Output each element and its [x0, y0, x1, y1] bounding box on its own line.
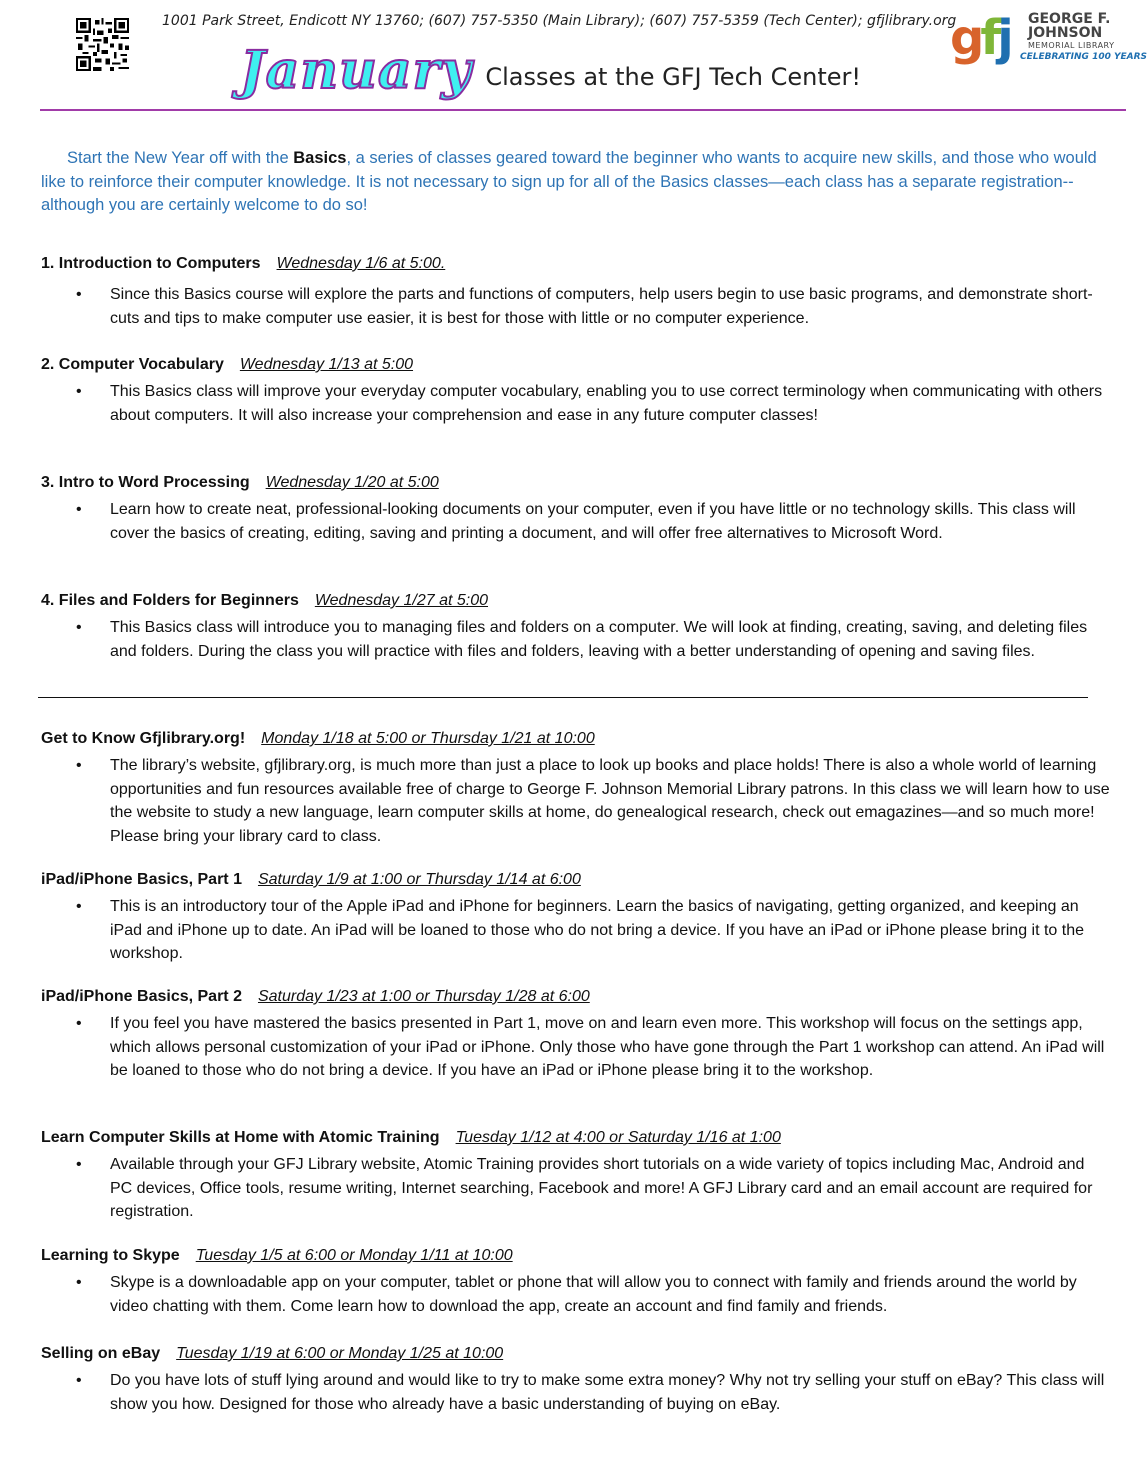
- basics-course: [41, 253, 1111, 330]
- qr-code-icon: [76, 18, 129, 71]
- class-entry: [41, 1127, 1111, 1224]
- month-heading: January: [240, 40, 473, 101]
- course-schedule: Wednesday 1/13 at 5:00: [239, 356, 414, 373]
- header-divider: [40, 109, 1126, 111]
- library-logo: [950, 8, 1147, 74]
- logo-anniversary: CELEBRATING 100 YEARS: [1020, 52, 1147, 62]
- course-description: • Since this Basics course will explore the parts and functions of computers, help users begin to use basic programs, and demonstrate short-cuts and tips to make computer use easier, it is best for those with little or no computer experience.: [41, 283, 1111, 330]
- basics-course: [41, 354, 1111, 427]
- library-address: 1001 Park Street, Endicott NY 13760; (607) 757-5350 (Main Library); (607) 757-5359 (Tech Center); gfjlibrary.org: [162, 13, 957, 29]
- class-description: • Skype is a downloadable app on your computer, tablet or phone that will allow you to connect with family and friends around the world by video chatting with them. Come learn how to download the app, create an account and find family and friends.: [41, 1271, 1111, 1318]
- basics-highlight: Basics: [293, 149, 347, 167]
- page-subtitle: Classes at the GFJ Tech Center!: [485, 62, 862, 91]
- course-schedule: Wednesday 1/6 at 5:00.: [276, 255, 446, 272]
- course-description: • This Basics class will improve your everyday computer vocabulary, enabling you to use correct terminology when communicating with others about computers. It will also increase your comprehension and ease in any future computer classes!: [41, 380, 1111, 427]
- logo-name-line1: GEORGE F.: [1028, 11, 1111, 27]
- logo-name-line3: MEMORIAL LIBRARY: [1028, 41, 1115, 50]
- course-schedule: Wednesday 1/20 at 5:00: [265, 474, 439, 491]
- class-description: • This is an introductory tour of the Apple iPad and iPhone for beginners. Learn the basics of navigating, getting organized, and keeping an iPad and iPhone up to date. An iPad will be loaned to those who do not bring a device. If you have an iPad or iPhone please bring it to the workshop.: [41, 895, 1111, 966]
- course-schedule: Wednesday 1/27 at 5:00: [314, 592, 489, 609]
- course-title: 1. Introduction to Computers: [41, 255, 261, 272]
- course-description: • Learn how to create neat, professional-looking documents on your computer, even if you have little or no technology skills. This class will cover the basics of creating, editing, saving and printing a document, and will offer free alternatives to Microsoft Word.: [41, 498, 1111, 545]
- class-description: • The library’s website, gfjlibrary.org, is much more than just a place to look up books and place holds! There is also a whole world of learning opportunities and fun resources available free of charge to George F. Johnson Memorial Library patrons. In this class we will learn how to use the website to study a new language, learn computer skills at home, do genealogical research, check out emagazines—and so much more! Please bring your library card to class.: [41, 754, 1111, 848]
- class-description: • If you feel you have mastered the basics presented in Part 1, move on and learn even more. This workshop will focus on the settings app, which allows personal customization of your iPad or iPhone. Only those who have gone through the Part 1 workshop can attend. An iPad will be loaned to those who do not bring a device. If you have an iPad or iPhone please bring it to the workshop.: [41, 1012, 1111, 1083]
- class-entry: [41, 1245, 1111, 1318]
- class-entry: [41, 1343, 1111, 1416]
- course-description: • This Basics class will introduce you to managing files and folders on a computer. We will look at finding, creating, saving, and deleting files and folders. During the class you will practice with files and folders, leaving with a better understanding of opening and saving files.: [41, 616, 1111, 663]
- basics-course: [41, 472, 1111, 545]
- class-description: • Do you have lots of stuff lying around and would like to try to make some extra money? Why not try selling your stuff on eBay? This class will show you how. Designed for those who already have a basic understanding of buying on eBay.: [41, 1369, 1111, 1416]
- class-title: Get to Know Gfjlibrary.org!: [41, 730, 246, 747]
- class-schedule: Tuesday 1/19 at 6:00 or Monday 1/25 at 10:00: [176, 1345, 504, 1362]
- page-title: [240, 40, 861, 104]
- course-title: 3. Intro to Word Processing: [41, 474, 250, 491]
- logo-monogram: gfj: [950, 10, 1010, 66]
- class-schedule: Tuesday 1/12 at 4:00 or Saturday 1/16 at 1:00: [455, 1129, 781, 1146]
- class-title: Learn Computer Skills at Home with Atomic Training: [41, 1129, 440, 1146]
- course-title: 4. Files and Folders for Beginners: [41, 592, 299, 609]
- class-title: Learning to Skype: [41, 1247, 180, 1264]
- logo-name-line2: JOHNSON: [1028, 25, 1103, 41]
- class-schedule: Monday 1/18 at 5:00 or Thursday 1/21 at 10:00: [261, 730, 595, 747]
- class-schedule: Tuesday 1/5 at 6:00 or Monday 1/11 at 10:00: [195, 1247, 513, 1264]
- class-title: iPad/iPhone Basics, Part 2: [41, 988, 242, 1005]
- course-title: 2. Computer Vocabulary: [41, 356, 224, 373]
- class-title: Selling on eBay: [41, 1345, 161, 1362]
- class-entry: [41, 869, 1111, 966]
- class-schedule: Saturday 1/9 at 1:00 or Thursday 1/14 at 6:00: [257, 871, 581, 888]
- class-entry: [41, 728, 1111, 848]
- class-description: • Available through your GFJ Library website, Atomic Training provides short tutorials on a wide variety of topics including Mac, Android and PC devices, Office tools, resume writing, Internet searching, Facebook and more! A GFJ Library card and an email account are required for registration.: [41, 1153, 1111, 1224]
- basics-course: [41, 590, 1111, 663]
- section-divider: [38, 697, 1088, 698]
- intro-paragraph: Start the New Year off with the Basics, a series of classes geared toward the beginner who wants to acquire new skills, and those who would like to reinforce their computer knowledge. It is not necessary to sign up for all of the Basics classes—each class has a separate registration--although you are certainly welcome to do so!: [41, 149, 1097, 214]
- class-title: iPad/iPhone Basics, Part 1: [41, 871, 242, 888]
- class-entry: [41, 986, 1111, 1083]
- class-schedule: Saturday 1/23 at 1:00 or Thursday 1/28 at 6:00: [257, 988, 590, 1005]
